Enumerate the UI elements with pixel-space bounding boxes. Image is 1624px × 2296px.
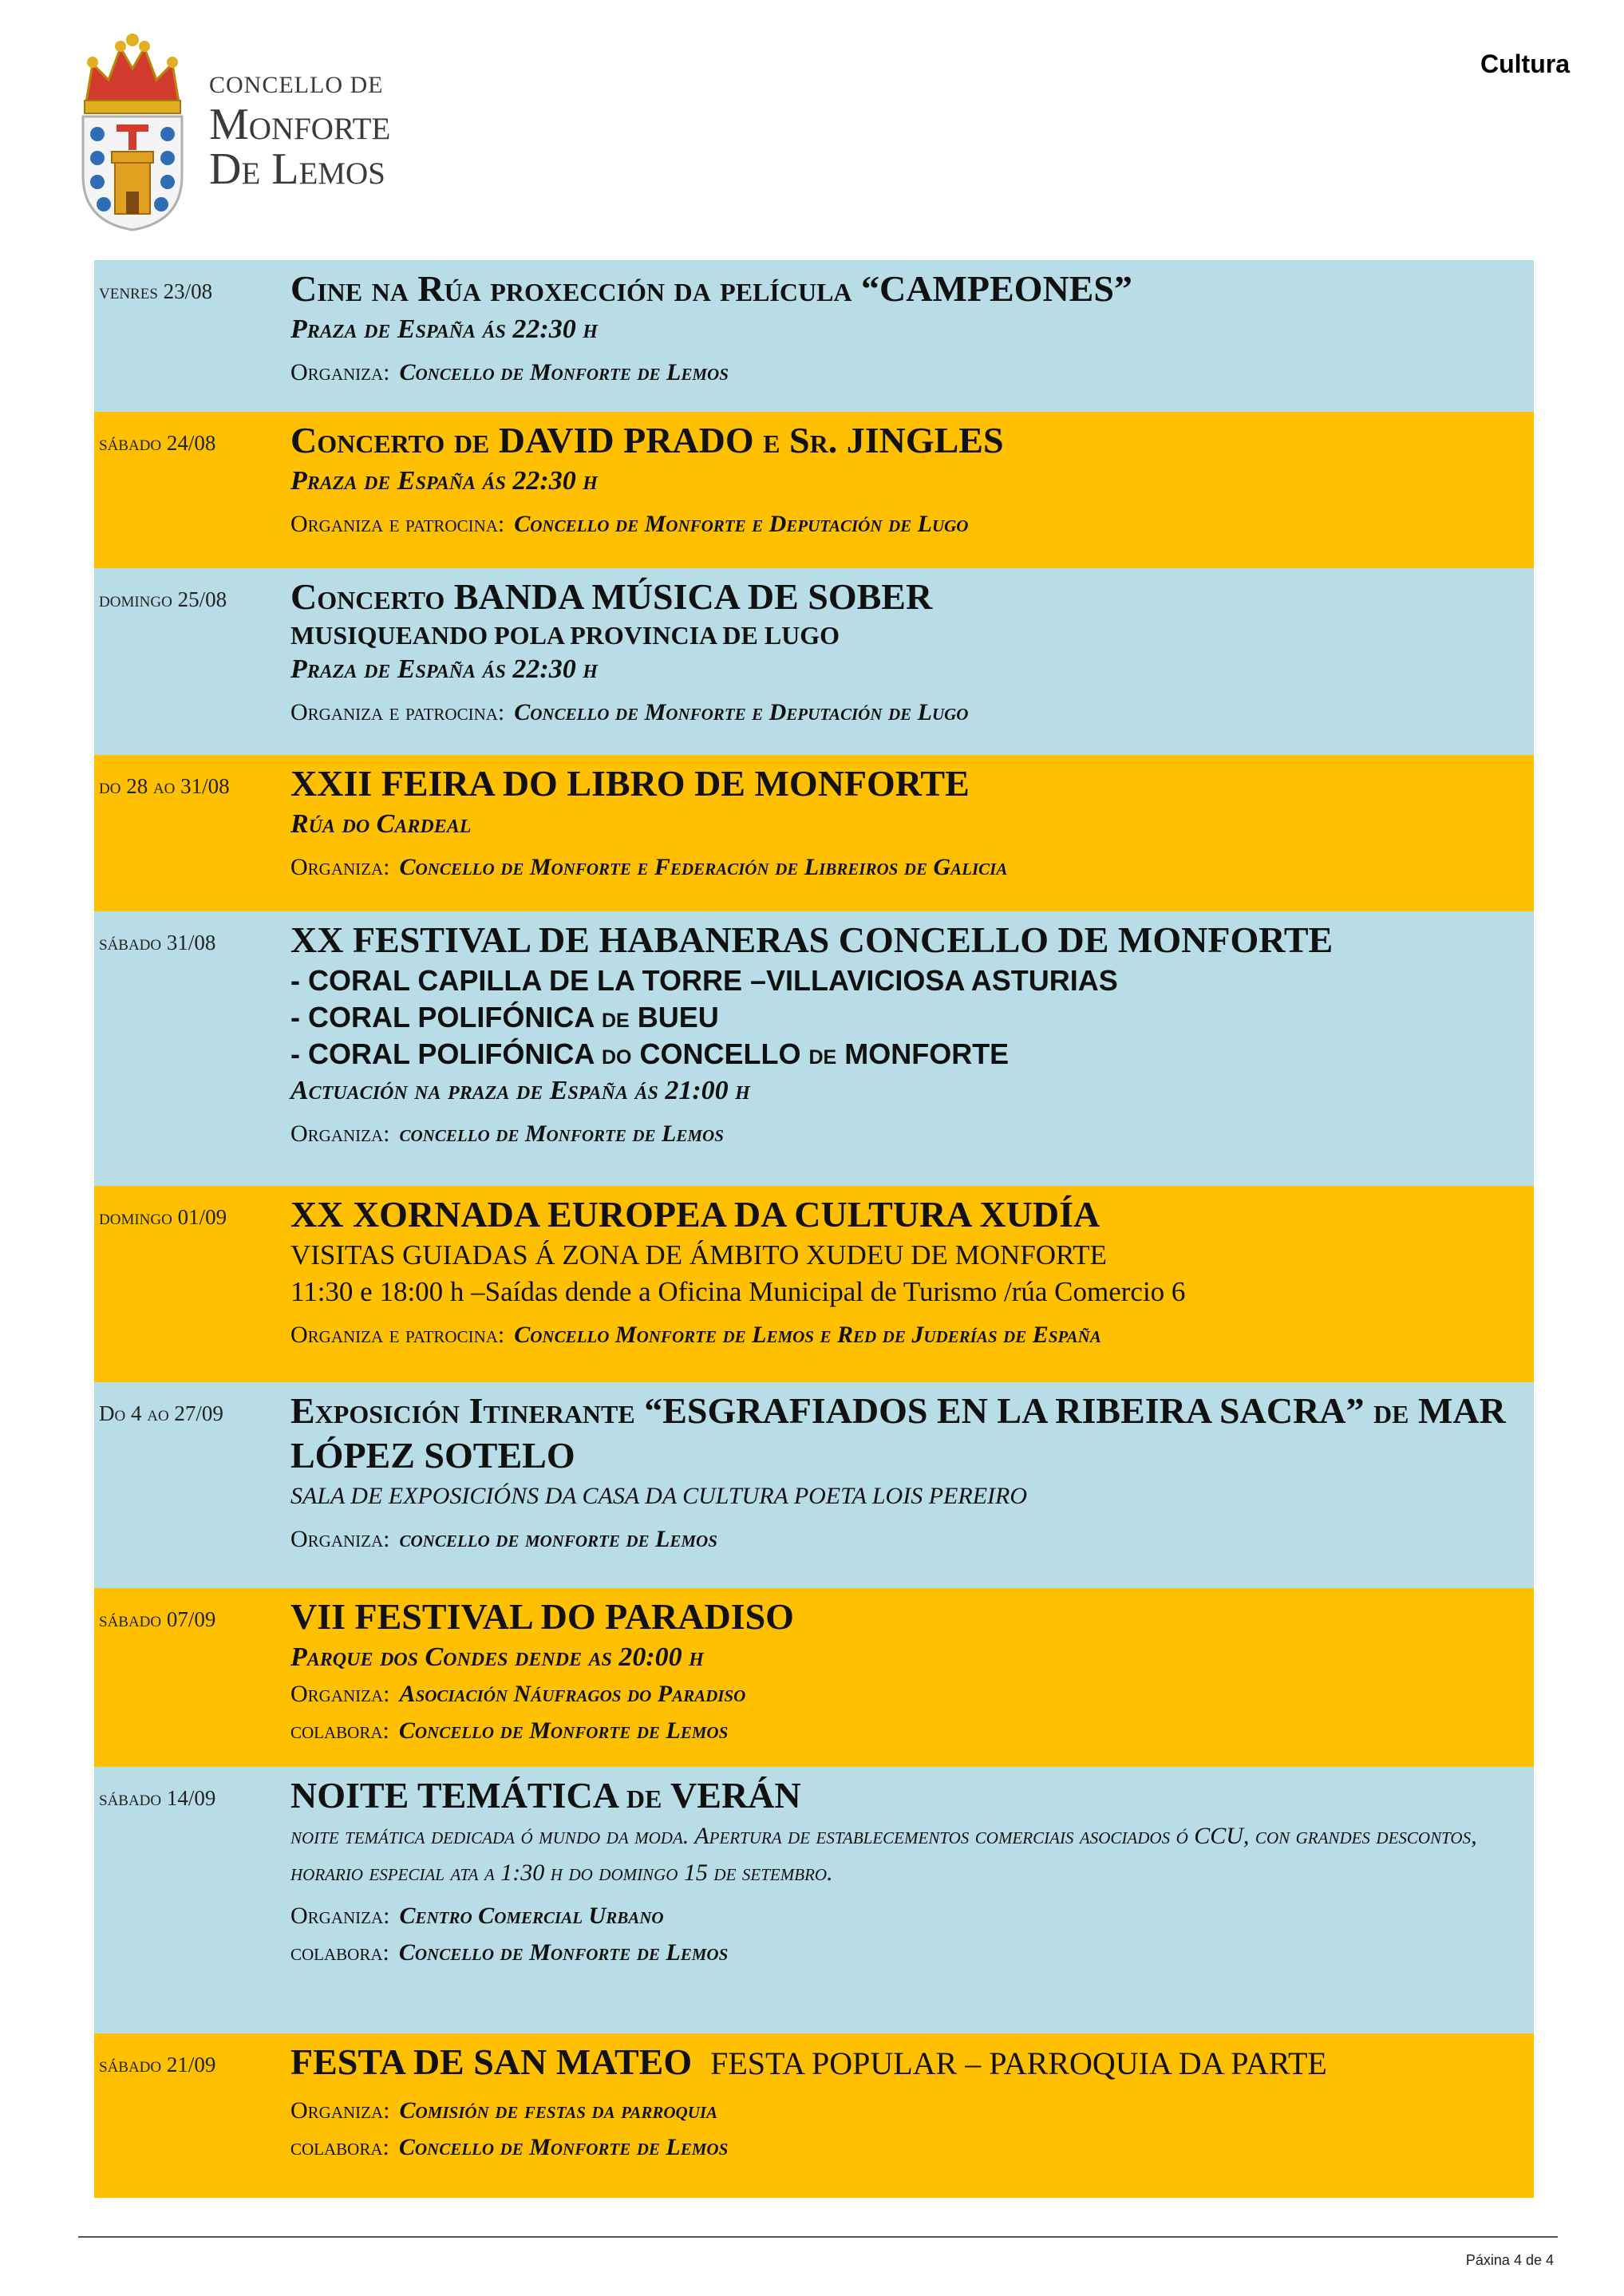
event-organizer: [290, 2092, 1519, 2129]
event-body: [290, 1192, 1519, 1353]
page-header: [0, 0, 1624, 239]
section-label: Cultura: [1480, 49, 1570, 78]
events-table: [94, 260, 1534, 2198]
organizer-label: Organiza:: [290, 1120, 390, 1147]
event-detail-line: VISITAS GUIADAS Á ZONA DE ÁMBITO XUDEU DE MONFORTE: [290, 1239, 1108, 1271]
organizer-label: Organiza e patrocina:: [290, 511, 505, 537]
event-place: Praza de España ás 22:30 h: [290, 314, 598, 344]
event-organizer: [290, 1116, 1519, 1152]
event-body: [290, 918, 1519, 1152]
event-row: [94, 412, 1534, 568]
event-title: Cine na Rúa proxección da película “CAMPEONES”: [290, 268, 1132, 309]
organizer-name: Concello de Monforte e Deputación de Lugo: [514, 699, 969, 725]
organizer-name: concello de Monforte de Lemos: [399, 1120, 724, 1147]
collaborator-label: colabora:: [290, 1939, 389, 1966]
event-row: [94, 2033, 1534, 2198]
event-row: [94, 1186, 1534, 1382]
organizer-label: Organiza:: [290, 1903, 390, 1929]
event-organizer: [290, 1676, 1519, 1713]
event-row: [94, 1588, 1534, 1767]
event-date: sábado 14/09: [99, 1786, 216, 1810]
event-title: Exposición Itinerante “ESGRAFIADOS EN LA RIBEIRA SACRA” de MAR LÓPEZ SOTELO: [290, 1390, 1506, 1476]
event-collaborator: [290, 1934, 1519, 1971]
logo-line-2: Monforte: [209, 100, 391, 149]
organizer-label: Organiza e patrocina:: [290, 1322, 505, 1348]
event-title: XX XORNADA EUROPEA DA CULTURA XUDÍA: [290, 1194, 1100, 1235]
organizer-name: Concello Monforte de Lemos e Red de Juderías de España: [514, 1322, 1101, 1348]
organizer-label: Organiza:: [290, 359, 390, 385]
event-description: SALA DE EXPOSICIÓNS DA CASA DA CULTURA POETA LOIS PEREIRO: [290, 1483, 1027, 1509]
organizer-name: Asociación Náufragos do Paradiso: [399, 1681, 746, 1707]
event-place: Actuación na praza de España ás 21:00 h: [290, 1076, 750, 1105]
event-organizer: [290, 849, 1519, 886]
municipality-logo-text: [209, 72, 390, 192]
event-row: [94, 1767, 1534, 2033]
organizer-label: Organiza e patrocina:: [290, 699, 505, 725]
event-body: [290, 418, 1519, 543]
event-body: [290, 575, 1519, 731]
collaborator-name: Concello de Monforte de Lemos: [398, 2134, 729, 2160]
organizer-name: concello de monforte de Lemos: [399, 1526, 717, 1552]
organizer-name: Centro Comercial Urbano: [399, 1903, 664, 1929]
event-place: Parque dos Condes dende as 20:00 h: [290, 1642, 704, 1672]
organizer-name: Concello de Monforte e Deputación de Lugo: [514, 511, 969, 537]
event-organizer: [290, 1317, 1519, 1353]
organizer-label: Organiza:: [290, 2097, 390, 2124]
collaborator-name: Concello de Monforte de Lemos: [398, 1939, 729, 1966]
organizer-label: Organiza:: [290, 1526, 390, 1552]
event-date: venres 23/08: [99, 279, 213, 303]
event-date: sábado 21/09: [99, 2053, 216, 2077]
page-number: Páxina 4 de 4: [1465, 2252, 1554, 2268]
event-line: - CORAL CAPILLA DE LA TORRE –VILLAVICIOSA ASTURIAS: [290, 964, 1118, 997]
event-organizer: [290, 506, 1519, 543]
event-date: Do 4 ao 27/09: [99, 1401, 223, 1425]
event-title: Concerto BANDA MÚSICA DE SOBER: [290, 576, 933, 617]
event-row: [94, 568, 1534, 755]
event-detail-line: 11:30 e 18:00 h –Saídas dende a Oficina Municipal de Turismo /rúa Comercio 6: [290, 1276, 1186, 1307]
event-subtitle: MUSIQUEANDO POLA PROVINCIA DE LUGO: [290, 621, 840, 650]
event-collaborator: [290, 1713, 1519, 1749]
organizer-name: Comisión de festas da parroquia: [399, 2097, 718, 2124]
event-place: Praza de España ás 22:30 h: [290, 466, 598, 496]
event-title: [290, 2040, 1519, 2086]
organizer-label: Organiza:: [290, 854, 390, 880]
event-body: [290, 1389, 1519, 1558]
event-date: sábado 31/08: [99, 931, 216, 954]
collaborator-name: Concello de Monforte de Lemos: [398, 1717, 729, 1744]
event-body: [290, 1595, 1519, 1749]
event-body: [290, 1773, 1519, 1971]
event-line: - CORAL POLIFÓNICA do CONCELLO de MONFORTE: [290, 1037, 1010, 1070]
event-title: XX FESTIVAL DE HABANERAS CONCELLO DE MONFORTE: [290, 919, 1334, 960]
event-collaborator: [290, 2129, 1519, 2166]
collaborator-label: colabora:: [290, 1717, 389, 1744]
event-organizer: [290, 354, 1519, 391]
collaborator-label: colabora:: [290, 2134, 389, 2160]
event-title: Concerto de DAVID PRADO e Sr. JINGLES: [290, 420, 1004, 460]
event-body: [290, 2040, 1519, 2166]
event-line: - CORAL POLIFÓNICA de BUEU: [290, 1001, 719, 1033]
event-place: Praza de España ás 22:30 h: [290, 654, 598, 684]
event-body: [290, 267, 1519, 391]
organizer-name: Concello de Monforte de Lemos: [399, 359, 729, 385]
organizer-label: Organiza:: [290, 1681, 390, 1707]
event-title: VII FESTIVAL DO PARADISO: [290, 1596, 794, 1637]
event-row: [94, 260, 1534, 412]
event-row: [94, 1382, 1534, 1588]
event-organizer: [290, 1898, 1519, 1934]
event-title-main: FESTA DE SAN MATEO: [290, 2041, 693, 2082]
event-organizer: [290, 694, 1519, 731]
event-date: sábado 07/09: [99, 1607, 216, 1631]
coat-of-arms-logo: [77, 32, 188, 231]
event-date: domingo 01/09: [99, 1205, 227, 1229]
event-organizer: [290, 1521, 1519, 1558]
event-title: XXII FEIRA DO LIBRO DE MONFORTE: [290, 763, 970, 804]
logo-line-1: CONCELLO DE: [209, 72, 384, 98]
event-date: domingo 25/08: [99, 587, 227, 611]
event-description: noite temática dedicada ó mundo da moda. Apertura de establecementos comerciais asociados ó CCU, con grandes descontos, horario especial ata a 1:30 h do domingo 15 de setembro.: [290, 1823, 1477, 1886]
organizer-name: Concello de Monforte e Federación de Libreiros de Galicia: [399, 854, 1008, 880]
event-date: sábado 24/08: [99, 431, 216, 455]
event-body: [290, 761, 1519, 886]
event-row: [94, 911, 1534, 1186]
event-title: NOITE TEMÁTICA de VERÁN: [290, 1775, 801, 1816]
logo-line-3: De Lemos: [209, 144, 385, 194]
event-row: [94, 755, 1534, 911]
event-place: Rúa do Cardeal: [290, 809, 472, 839]
event-date: do 28 ao 31/08: [99, 774, 230, 798]
event-title-extra: FESTA POPULAR – PARROQUIA DA PARTE: [710, 2045, 1327, 2081]
footer-divider: [78, 2236, 1558, 2238]
